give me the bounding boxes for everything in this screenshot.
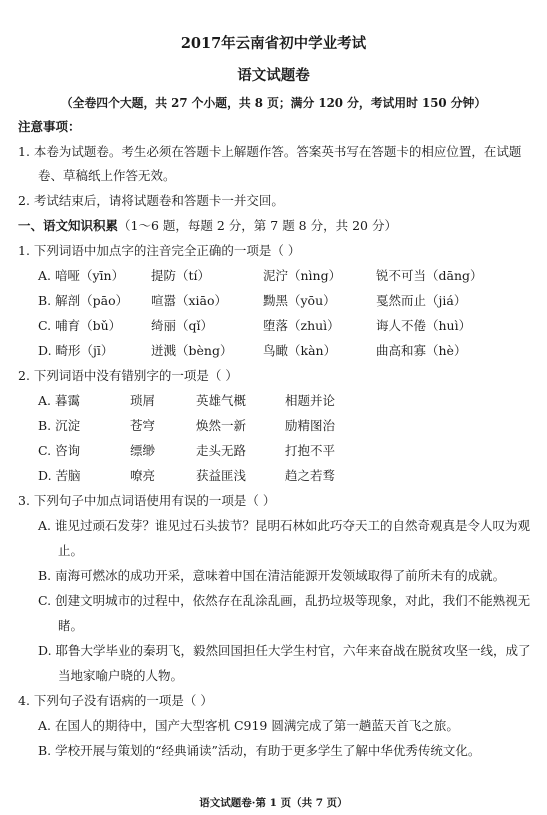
question-3-option-c: C. 创建文明城市的过程中，依然存在乱涂乱画，乱扔垃圾等现象，对此，我们不能熟视无	[38, 593, 531, 608]
q2-row-3-col-1: C. 咨询	[38, 443, 81, 458]
question-2-stem: 2. 下列词语中没有错别字的一项是（ ）	[18, 368, 238, 383]
q2-row-1-col-2: 琐屑	[130, 393, 156, 408]
q1-row-2-col-1: B. 解剖（pāo）	[38, 293, 129, 308]
q2-row-3-col-4: 打抱不平	[285, 443, 336, 458]
section-1-title: 一、语文知识积累	[18, 218, 119, 233]
q2-row-2-col-2: 苍穹	[130, 418, 156, 433]
q1-row-3-col-2: 绮丽（qǐ）	[151, 318, 213, 333]
section-1-note: （1～6 题，每题 2 分，第 7 题 8 分，共 20 分）	[118, 218, 397, 233]
q1-row-3-col-1: C. 哺育（bǔ）	[38, 318, 122, 333]
q2-row-4-col-1: D. 苦脑	[38, 468, 81, 483]
notice-item-1: 1. 本卷为试题卷。考生必须在答题卡上解题作答。答案英书写在答题卡的相应位置，在试题	[18, 144, 522, 159]
notice-heading: 注意事项：	[18, 119, 81, 134]
notice-item-2: 2. 考试结束后，请将试题卷和答题卡一并交回。	[18, 193, 284, 208]
question-1-stem: 1. 下列词语中加点字的注音完全正确的一项是（ ）	[18, 243, 301, 258]
question-4-option-b: B. 学校开展与策划的“经典诵读”活动，有助于更多学生了解中华优秀传统文化。	[38, 743, 481, 758]
question-4-option-a: A. 在国人的期待中，国产大型客机 C919 圆满完成了第一趟蓝天首飞之旅。	[38, 718, 459, 733]
question-3-option-c-cont: 睹。	[58, 618, 84, 633]
question-3-option-b: B. 南海可燃冰的成功开采，意味着中国在清洁能源开发领域取得了前所未有的成就。	[38, 568, 506, 583]
q1-row-4-col-2: 迸溅（bèng）	[151, 343, 233, 358]
question-3-option-a-cont: 止。	[58, 543, 84, 558]
notice-item-1-cont: 卷、草稿纸上作答无效。	[38, 168, 176, 183]
q1-row-1-col-2: 提防（tí）	[151, 268, 211, 283]
question-3-option-d-cont: 当地家喻户晓的人物。	[58, 668, 184, 683]
q1-row-3-col-3: 堕落（zhuì）	[263, 318, 340, 333]
exam-info: （全卷四个大题，共 27 个小题，共 8 页；满分 120 分，考试用时 150 分钟）	[60, 96, 487, 110]
q2-row-1-col-1: A. 暮霭	[38, 393, 80, 408]
q1-row-4-col-4: 曲高和寡（hè）	[376, 343, 467, 358]
q2-row-4-col-4: 趋之若骛	[285, 468, 336, 483]
q1-row-4-col-1: D. 畸形（jī）	[38, 343, 114, 358]
question-4-stem: 4. 下列句子没有语病的一项是（ ）	[18, 693, 213, 708]
q2-row-3-col-3: 走头无路	[196, 443, 247, 458]
q1-row-2-col-4: 戛然而止（jiá）	[376, 293, 467, 308]
q1-row-4-col-3: 鸟瞰（kàn）	[263, 343, 337, 358]
paper-title: 语文试题卷	[237, 67, 310, 84]
q1-row-3-col-4: 诲人不倦（huì）	[376, 318, 472, 333]
q1-row-2-col-2: 喧嚣（xiāo）	[151, 293, 228, 308]
exam-title: 2017年云南省初中学业考试	[180, 35, 367, 52]
q2-row-4-col-3: 获益匪浅	[196, 468, 247, 483]
q2-row-1-col-4: 相题并论	[285, 393, 336, 408]
section-1-heading	[18, 216, 397, 234]
q2-row-1-col-3: 英雄气概	[196, 393, 247, 408]
q1-row-1-col-1: A. 喑哑（yīn）	[38, 268, 125, 283]
question-3-option-a: A. 谁见过顽石发芽？谁见过石头拔节？昆明石林如此巧夺天工的自然奇观真是令人叹为观	[38, 518, 530, 533]
q2-row-2-col-1: B. 沉淀	[38, 418, 81, 433]
q2-row-2-col-4: 励精图治	[285, 418, 336, 433]
question-3-option-d: D. 耶鲁大学毕业的秦玥飞，毅然回国担任大学生村官，六年来奋战在脱贫攻坚一线，成了	[38, 643, 531, 658]
q1-row-1-col-3: 泥泞（nìng）	[263, 268, 342, 283]
q2-row-2-col-3: 焕然一新	[196, 418, 247, 433]
q2-row-3-col-2: 缥缈	[130, 443, 156, 458]
question-3-stem: 3. 下列句子中加点词语使用有误的一项是（ ）	[18, 493, 276, 508]
q2-row-4-col-2: 嘹亮	[130, 468, 156, 483]
q1-row-2-col-3: 黝黑（yōu）	[263, 293, 336, 308]
page-footer: 语文试题卷·第 1 页（共 7 页）	[199, 797, 348, 809]
q1-row-1-col-4: 锐不可当（dāng）	[376, 268, 483, 283]
